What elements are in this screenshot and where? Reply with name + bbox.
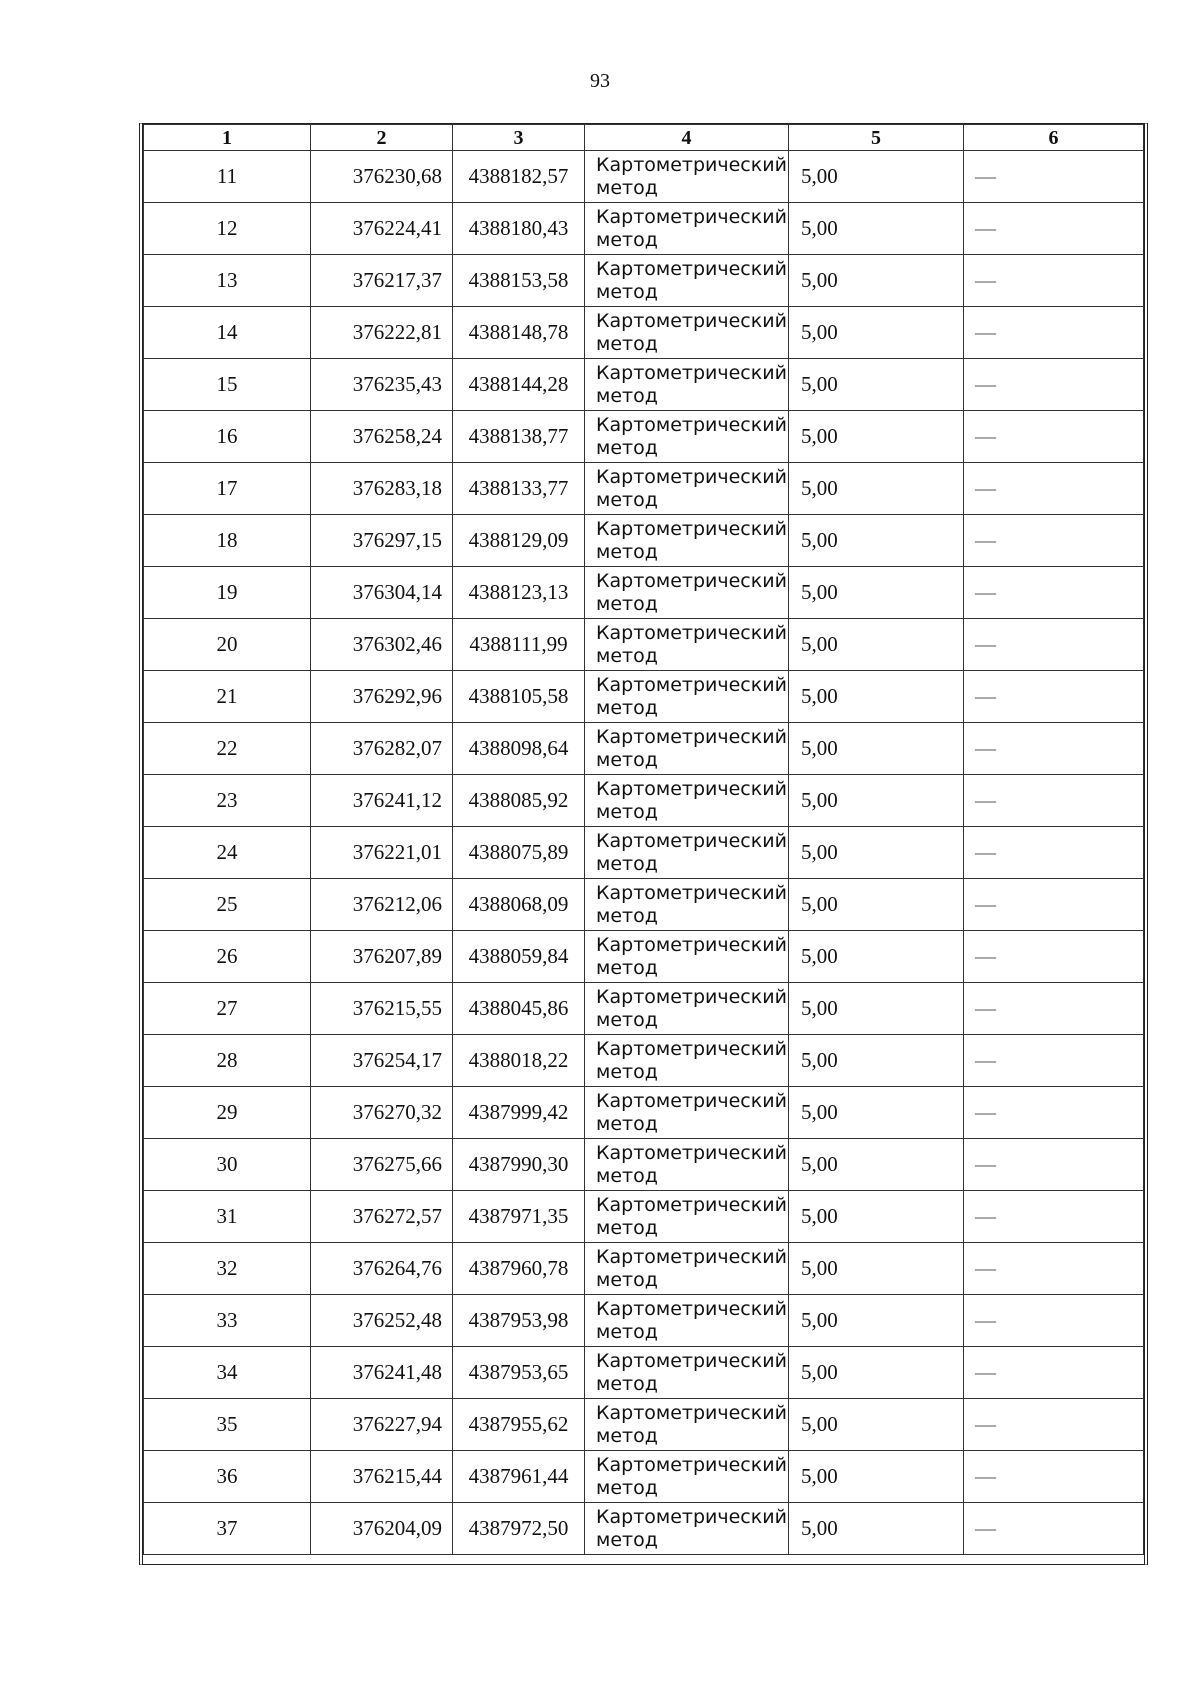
accuracy-cell: 5,00: [789, 255, 964, 307]
method-cell: Картометрический метод: [585, 203, 789, 255]
y-coordinate-cell: 4388153,58: [453, 255, 585, 307]
note-cell: —: [964, 1087, 1144, 1139]
accuracy-cell: 5,00: [789, 1087, 964, 1139]
accuracy-cell: 5,00: [789, 1035, 964, 1087]
table-row: [144, 515, 1144, 567]
method-cell: Картометрический метод: [585, 983, 789, 1035]
note-cell: —: [964, 671, 1144, 723]
note-cell: —: [964, 1347, 1144, 1399]
table-row: [144, 723, 1144, 775]
point-number-cell: 15: [144, 359, 311, 411]
x-coordinate-cell: 376282,07: [311, 723, 453, 775]
table-row: [144, 1139, 1144, 1191]
note-cell: —: [964, 411, 1144, 463]
y-coordinate-cell: 4387999,42: [453, 1087, 585, 1139]
method-cell: Картометрический метод: [585, 1347, 789, 1399]
y-coordinate-cell: 4388075,89: [453, 827, 585, 879]
point-number-cell: 32: [144, 1243, 311, 1295]
point-number-cell: 31: [144, 1191, 311, 1243]
column-header-6: 6: [964, 125, 1144, 151]
note-cell: —: [964, 567, 1144, 619]
accuracy-cell: 5,00: [789, 931, 964, 983]
table-row: [144, 567, 1144, 619]
table-row: [144, 203, 1144, 255]
method-cell: Картометрический метод: [585, 1243, 789, 1295]
method-cell: Картометрический метод: [585, 723, 789, 775]
note-cell: —: [964, 723, 1144, 775]
point-number-cell: 22: [144, 723, 311, 775]
point-number-cell: 36: [144, 1451, 311, 1503]
x-coordinate-cell: 376252,48: [311, 1295, 453, 1347]
column-header-5: 5: [789, 125, 964, 151]
method-cell: Картометрический метод: [585, 879, 789, 931]
table-row: [144, 1191, 1144, 1243]
accuracy-cell: 5,00: [789, 775, 964, 827]
note-cell: —: [964, 1503, 1144, 1555]
x-coordinate-cell: 376302,46: [311, 619, 453, 671]
accuracy-cell: 5,00: [789, 463, 964, 515]
point-number-cell: 17: [144, 463, 311, 515]
accuracy-cell: 5,00: [789, 827, 964, 879]
method-cell: Картометрический метод: [585, 619, 789, 671]
method-cell: Картометрический метод: [585, 1503, 789, 1555]
point-number-cell: 21: [144, 671, 311, 723]
x-coordinate-cell: 376230,68: [311, 151, 453, 203]
accuracy-cell: 5,00: [789, 307, 964, 359]
table-row: [144, 671, 1144, 723]
y-coordinate-cell: 4387961,44: [453, 1451, 585, 1503]
method-cell: Картометрический метод: [585, 827, 789, 879]
table-row: [144, 931, 1144, 983]
method-cell: Картометрический метод: [585, 1087, 789, 1139]
note-cell: —: [964, 203, 1144, 255]
column-header-4: 4: [585, 125, 789, 151]
accuracy-cell: 5,00: [789, 1347, 964, 1399]
note-cell: —: [964, 879, 1144, 931]
note-cell: —: [964, 255, 1144, 307]
note-cell: —: [964, 1451, 1144, 1503]
accuracy-cell: 5,00: [789, 203, 964, 255]
y-coordinate-cell: 4388018,22: [453, 1035, 585, 1087]
point-number-cell: 13: [144, 255, 311, 307]
note-cell: —: [964, 1243, 1144, 1295]
method-cell: Картометрический метод: [585, 567, 789, 619]
column-header-2: 2: [311, 125, 453, 151]
table-row: [144, 359, 1144, 411]
accuracy-cell: 5,00: [789, 515, 964, 567]
table-row: [144, 1399, 1144, 1451]
y-coordinate-cell: 4388068,09: [453, 879, 585, 931]
point-number-cell: 33: [144, 1295, 311, 1347]
y-coordinate-cell: 4388133,77: [453, 463, 585, 515]
method-cell: Картометрический метод: [585, 1399, 789, 1451]
y-coordinate-cell: 4388045,86: [453, 983, 585, 1035]
y-coordinate-cell: 4388138,77: [453, 411, 585, 463]
table-row: [144, 1295, 1144, 1347]
x-coordinate-cell: 376241,12: [311, 775, 453, 827]
point-number-cell: 16: [144, 411, 311, 463]
x-coordinate-cell: 376283,18: [311, 463, 453, 515]
accuracy-cell: 5,00: [789, 723, 964, 775]
point-number-cell: 25: [144, 879, 311, 931]
table-row: [144, 1451, 1144, 1503]
note-cell: —: [964, 359, 1144, 411]
point-number-cell: 28: [144, 1035, 311, 1087]
note-cell: —: [964, 1035, 1144, 1087]
x-coordinate-cell: 376217,37: [311, 255, 453, 307]
point-number-cell: 12: [144, 203, 311, 255]
note-cell: —: [964, 463, 1144, 515]
coordinates-table-frame: [139, 123, 1148, 1565]
y-coordinate-cell: 4388111,99: [453, 619, 585, 671]
y-coordinate-cell: 4388129,09: [453, 515, 585, 567]
y-coordinate-cell: 4388085,92: [453, 775, 585, 827]
point-number-cell: 30: [144, 1139, 311, 1191]
x-coordinate-cell: 376235,43: [311, 359, 453, 411]
accuracy-cell: 5,00: [789, 1295, 964, 1347]
accuracy-cell: 5,00: [789, 879, 964, 931]
note-cell: —: [964, 1139, 1144, 1191]
y-coordinate-cell: 4387990,30: [453, 1139, 585, 1191]
y-coordinate-cell: 4387972,50: [453, 1503, 585, 1555]
y-coordinate-cell: 4388105,58: [453, 671, 585, 723]
point-number-cell: 35: [144, 1399, 311, 1451]
x-coordinate-cell: 376272,57: [311, 1191, 453, 1243]
method-cell: Картометрический метод: [585, 307, 789, 359]
point-number-cell: 11: [144, 151, 311, 203]
x-coordinate-cell: 376292,96: [311, 671, 453, 723]
table-row: [144, 983, 1144, 1035]
note-cell: —: [964, 983, 1144, 1035]
x-coordinate-cell: 376215,44: [311, 1451, 453, 1503]
x-coordinate-cell: 376221,01: [311, 827, 453, 879]
method-cell: Картометрический метод: [585, 1295, 789, 1347]
x-coordinate-cell: 376222,81: [311, 307, 453, 359]
accuracy-cell: 5,00: [789, 359, 964, 411]
y-coordinate-cell: 4387953,98: [453, 1295, 585, 1347]
x-coordinate-cell: 376204,09: [311, 1503, 453, 1555]
note-cell: —: [964, 1399, 1144, 1451]
note-cell: —: [964, 931, 1144, 983]
y-coordinate-cell: 4387955,62: [453, 1399, 585, 1451]
method-cell: Картометрический метод: [585, 671, 789, 723]
point-number-cell: 14: [144, 307, 311, 359]
table-body: [144, 151, 1144, 1555]
point-number-cell: 37: [144, 1503, 311, 1555]
y-coordinate-cell: 4387971,35: [453, 1191, 585, 1243]
accuracy-cell: 5,00: [789, 983, 964, 1035]
x-coordinate-cell: 376224,41: [311, 203, 453, 255]
column-header-3: 3: [453, 125, 585, 151]
y-coordinate-cell: 4388059,84: [453, 931, 585, 983]
accuracy-cell: 5,00: [789, 671, 964, 723]
accuracy-cell: 5,00: [789, 1451, 964, 1503]
table-row: [144, 827, 1144, 879]
method-cell: Картометрический метод: [585, 411, 789, 463]
y-coordinate-cell: 4387960,78: [453, 1243, 585, 1295]
point-number-cell: 20: [144, 619, 311, 671]
accuracy-cell: 5,00: [789, 1503, 964, 1555]
note-cell: —: [964, 1295, 1144, 1347]
y-coordinate-cell: 4388148,78: [453, 307, 585, 359]
y-coordinate-cell: 4387953,65: [453, 1347, 585, 1399]
table-row: [144, 307, 1144, 359]
note-cell: —: [964, 827, 1144, 879]
x-coordinate-cell: 376275,66: [311, 1139, 453, 1191]
x-coordinate-cell: 376215,55: [311, 983, 453, 1035]
method-cell: Картометрический метод: [585, 1035, 789, 1087]
accuracy-cell: 5,00: [789, 1399, 964, 1451]
y-coordinate-cell: 4388180,43: [453, 203, 585, 255]
method-cell: Картометрический метод: [585, 1191, 789, 1243]
accuracy-cell: 5,00: [789, 151, 964, 203]
table-row: [144, 1087, 1144, 1139]
accuracy-cell: 5,00: [789, 1139, 964, 1191]
method-cell: Картометрический метод: [585, 151, 789, 203]
y-coordinate-cell: 4388182,57: [453, 151, 585, 203]
table-row: [144, 1243, 1144, 1295]
accuracy-cell: 5,00: [789, 1191, 964, 1243]
method-cell: Картометрический метод: [585, 931, 789, 983]
point-number-cell: 24: [144, 827, 311, 879]
point-number-cell: 18: [144, 515, 311, 567]
method-cell: Картометрический метод: [585, 463, 789, 515]
table-row: [144, 151, 1144, 203]
table-header-row: [144, 125, 1144, 151]
note-cell: —: [964, 775, 1144, 827]
y-coordinate-cell: 4388123,13: [453, 567, 585, 619]
method-cell: Картометрический метод: [585, 1451, 789, 1503]
method-cell: Картометрический метод: [585, 775, 789, 827]
x-coordinate-cell: 376212,06: [311, 879, 453, 931]
coordinates-table: [143, 124, 1144, 1555]
column-header-1: 1: [144, 125, 311, 151]
x-coordinate-cell: 376304,14: [311, 567, 453, 619]
x-coordinate-cell: 376227,94: [311, 1399, 453, 1451]
x-coordinate-cell: 376297,15: [311, 515, 453, 567]
table-row: [144, 775, 1144, 827]
accuracy-cell: 5,00: [789, 1243, 964, 1295]
note-cell: —: [964, 307, 1144, 359]
page-number: 93: [590, 70, 610, 92]
method-cell: Картометрический метод: [585, 515, 789, 567]
y-coordinate-cell: 4388144,28: [453, 359, 585, 411]
x-coordinate-cell: 376207,89: [311, 931, 453, 983]
accuracy-cell: 5,00: [789, 411, 964, 463]
table-row: [144, 619, 1144, 671]
x-coordinate-cell: 376264,76: [311, 1243, 453, 1295]
accuracy-cell: 5,00: [789, 619, 964, 671]
method-cell: Картометрический метод: [585, 1139, 789, 1191]
method-cell: Картометрический метод: [585, 255, 789, 307]
table-row: [144, 411, 1144, 463]
table-row: [144, 463, 1144, 515]
table-row: [144, 1035, 1144, 1087]
note-cell: —: [964, 1191, 1144, 1243]
table-row: [144, 1503, 1144, 1555]
y-coordinate-cell: 4388098,64: [453, 723, 585, 775]
x-coordinate-cell: 376258,24: [311, 411, 453, 463]
table-row: [144, 879, 1144, 931]
x-coordinate-cell: 376254,17: [311, 1035, 453, 1087]
table-row: [144, 1347, 1144, 1399]
x-coordinate-cell: 376241,48: [311, 1347, 453, 1399]
point-number-cell: 23: [144, 775, 311, 827]
point-number-cell: 29: [144, 1087, 311, 1139]
note-cell: —: [964, 619, 1144, 671]
point-number-cell: 27: [144, 983, 311, 1035]
point-number-cell: 19: [144, 567, 311, 619]
point-number-cell: 34: [144, 1347, 311, 1399]
method-cell: Картометрический метод: [585, 359, 789, 411]
accuracy-cell: 5,00: [789, 567, 964, 619]
x-coordinate-cell: 376270,32: [311, 1087, 453, 1139]
note-cell: —: [964, 515, 1144, 567]
table-row: [144, 255, 1144, 307]
note-cell: —: [964, 151, 1144, 203]
point-number-cell: 26: [144, 931, 311, 983]
